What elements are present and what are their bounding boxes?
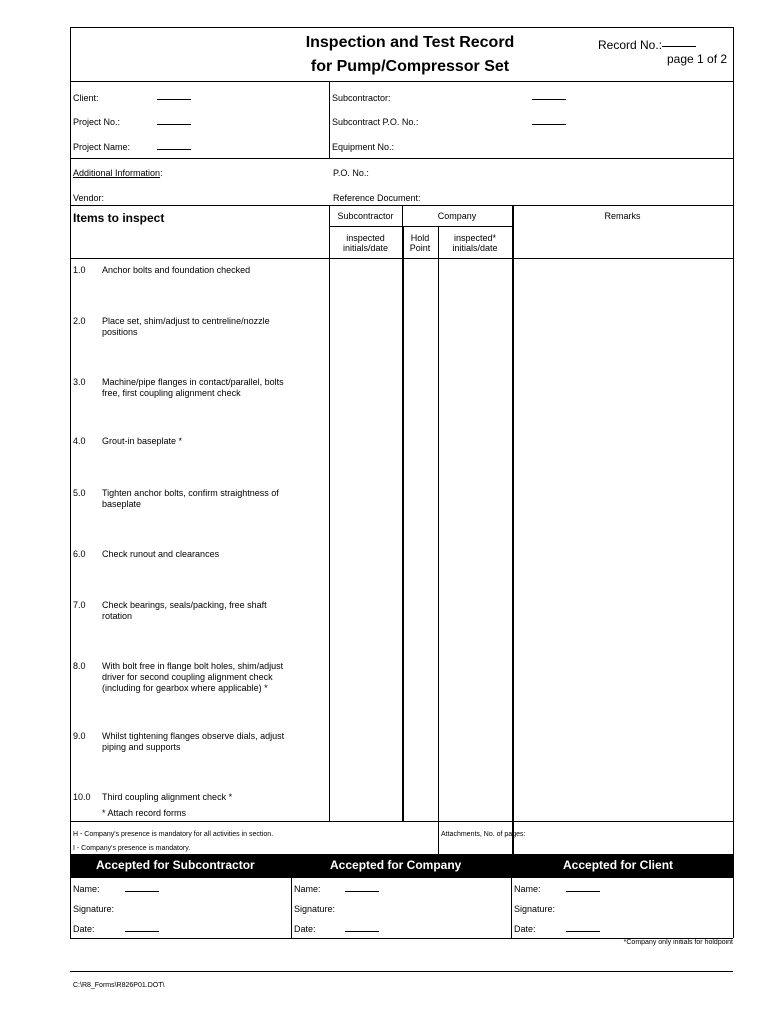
comp-inspected-heading: inspected* initials/date [452,233,498,253]
items-to-inspect-heading: Items to inspect [73,211,165,225]
subcontractor-value[interactable] [532,98,566,100]
client-name-field[interactable] [566,890,600,892]
item-description-line: Anchor bolts and foundation checked [102,265,251,275]
item-description-line: Third coupling alignment check * [102,792,233,802]
item-description [102,792,324,803]
equipment-no-label: Equipment No.: [332,142,395,152]
item-description [102,436,324,447]
client-date-label: Date: [514,924,536,934]
company-signature-label: Signature: [294,904,336,914]
page-number: page 1 of 2 [667,52,728,66]
item-description-line: Tighten anchor bolts, confirm straightness of [102,488,279,498]
item-description [102,549,324,560]
item-number: 7.0 [73,600,86,610]
company-date-field[interactable] [345,930,379,932]
sub-signature-label: Signature: [73,904,115,914]
item-number: 8.0 [73,661,86,671]
sub-date-label: Date: [73,924,95,934]
sub-date-field[interactable] [125,930,159,932]
item-description-line: free, first coupling alignment check [102,388,241,398]
item-description-line: With bolt free in flange bolt holes, shim/adjust [102,661,284,671]
item-description-line: driver for second coupling alignment check [102,672,273,682]
initials-footnote: *Company only initials for holdpoint [623,939,733,946]
item-number: 3.0 [73,377,86,387]
additional-info-label: Additional Information: [73,168,163,178]
item-number: 2.0 [73,316,86,326]
hold-point-note: H - Company's presence is mandatory for all activities in section. [73,831,274,838]
item-description-line: (including for gearbox where applicable) * [102,683,268,693]
accepted-company-heading: Accepted for Company [330,858,462,872]
item-description [102,265,324,276]
item-description-line: Grout-in baseplate * [102,436,183,446]
client-date-field[interactable] [566,930,600,932]
company-column-heading: Company [437,211,477,221]
item-description-line: Whilst tightening flanges observe dials, adjust [102,731,285,741]
sub-name-label: Name: [73,884,100,894]
item-description-line: Machine/pipe flanges in contact/parallel, bolts [102,377,284,387]
hold-point-heading: Hold Point [409,233,431,253]
company-name-field[interactable] [345,890,379,892]
attachments-label: Attachments, No. of pages: [441,831,526,838]
item-description [102,600,324,622]
item-number: 5.0 [73,488,86,498]
acceptance-header-bar [70,854,733,878]
attach-record-note: * Attach record forms [102,808,187,818]
reference-document-label: Reference Document: [333,193,421,203]
form-title-line1: Inspection and Test Record [305,34,515,51]
accepted-subcontractor-heading: Accepted for Subcontractor [96,858,255,872]
item-number: 10.0 [73,792,91,802]
item-description-line: rotation [102,611,133,621]
item-description [102,488,324,510]
subcontractor-column-heading: Subcontractor [337,211,394,221]
inspection-point-note: I - Company's presence is mandatory. [73,845,191,852]
remarks-column-heading: Remarks [604,211,641,221]
subcontract-po-value[interactable] [532,123,566,125]
subcontract-po-label: Subcontract P.O. No.: [332,117,419,127]
sub-inspected-heading: inspected initials/date [342,233,389,253]
form-title-line2: for Pump/Compressor Set [310,58,510,75]
project-no-value[interactable] [157,123,191,125]
item-description [102,661,324,694]
record-no-label: Record No.: [598,38,696,52]
item-description-line: positions [102,327,138,337]
item-description-line: Check bearings, seals/packing, free shaft [102,600,267,610]
project-name-label: Project Name: [73,142,131,152]
accepted-client-heading: Accepted for Client [563,858,674,872]
file-path: C:\R8_Forms\R826P01.DOT\ [73,982,165,989]
client-label: Client: [73,93,99,103]
item-description-line: piping and supports [102,742,181,752]
company-date-label: Date: [294,924,316,934]
client-name-label: Name: [514,884,541,894]
item-number: 4.0 [73,436,86,446]
company-name-label: Name: [294,884,321,894]
vendor-label: Vendor: [73,193,105,203]
item-number: 1.0 [73,265,86,275]
project-no-label: Project No.: [73,117,121,127]
item-number: 6.0 [73,549,86,559]
item-number: 9.0 [73,731,86,741]
sub-name-field[interactable] [125,890,159,892]
project-name-value[interactable] [157,148,191,150]
client-signature-label: Signature: [514,904,556,914]
subcontractor-label: Subcontractor: [332,93,391,103]
po-no-label: P.O. No.: [333,168,369,178]
item-description-line: Place set, shim/adjust to centreline/nozzle [102,316,270,326]
item-description-line: baseplate [102,499,142,509]
item-description [102,377,324,399]
client-value[interactable] [157,98,191,100]
item-description-line: Check runout and clearances [102,549,220,559]
item-description [102,731,324,753]
item-description [102,316,324,338]
